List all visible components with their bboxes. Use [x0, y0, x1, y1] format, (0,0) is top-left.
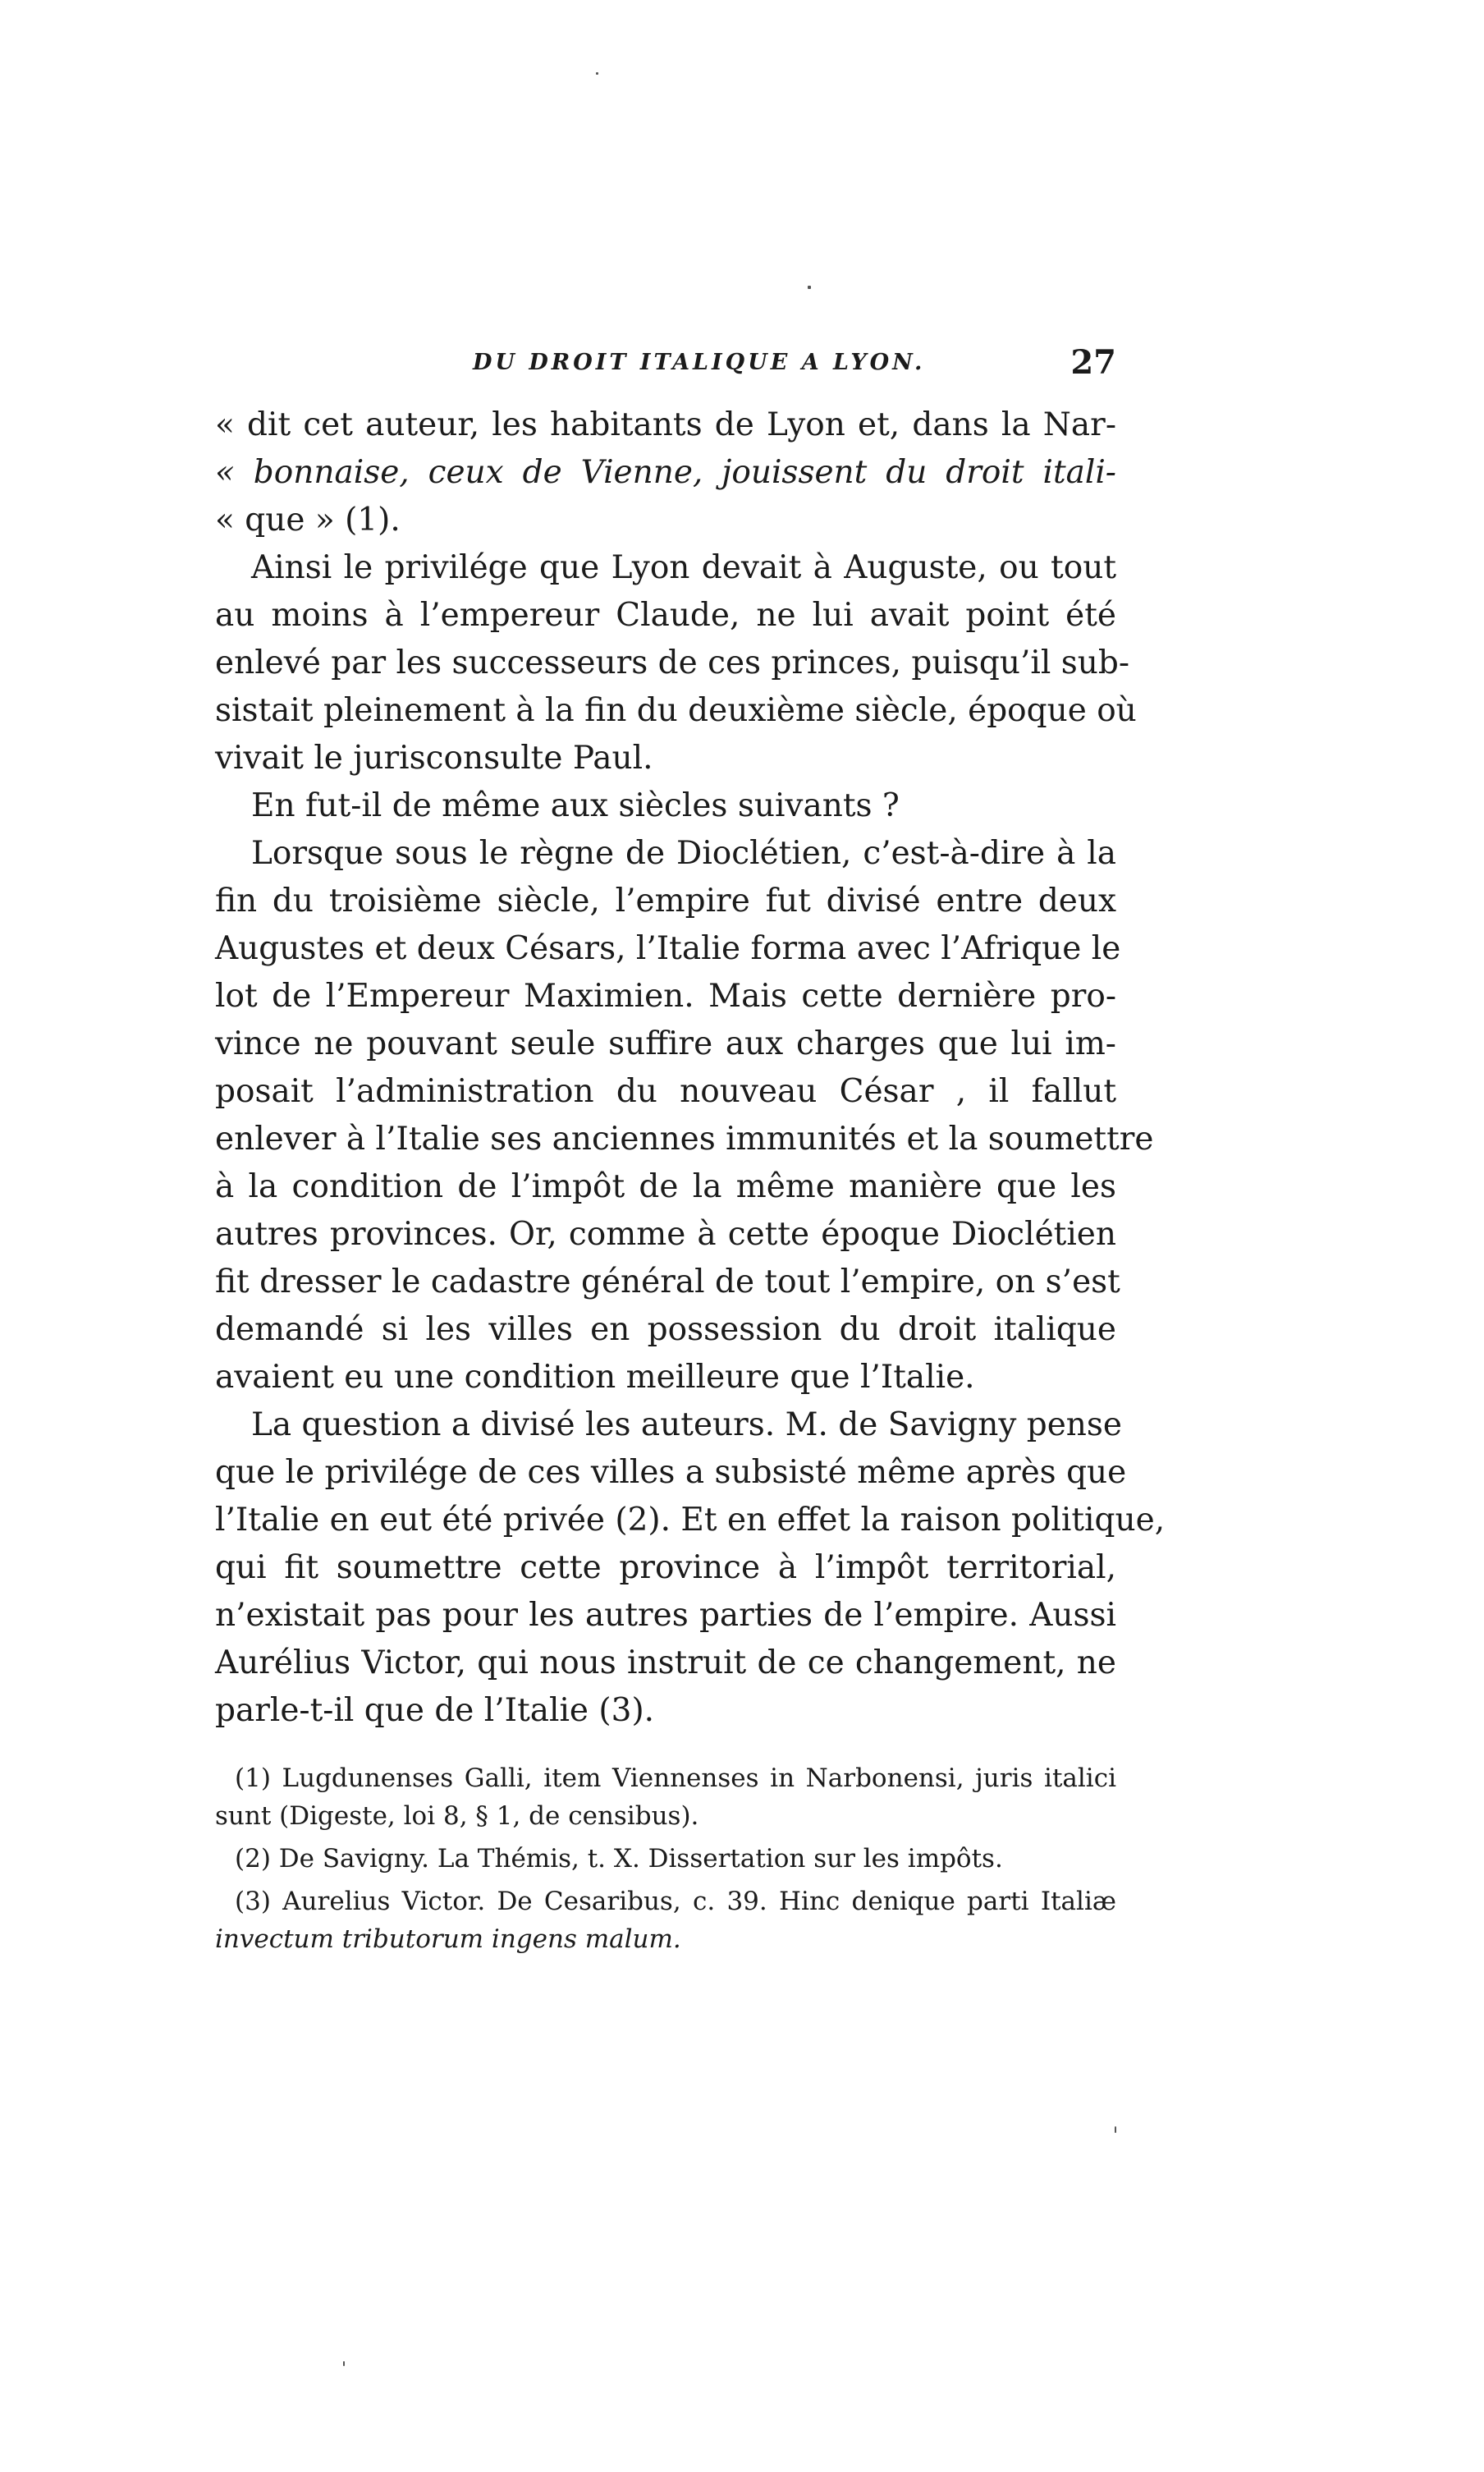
paper-speck [596, 72, 598, 75]
footnote-line: (3) Aurelius Victor. De Cesaribus, c. 39. Hinc denique parti Italiæ [235, 1887, 1116, 1916]
footnote-line: sunt (Digeste, loi 8, § 1, de censibus). [215, 1801, 699, 1831]
body-line: « dit cet auteur, les habitants de Lyon et, dans la Nar- [215, 406, 1116, 443]
body-line: Aurélius Victor, qui nous instruit de ce changement, ne [215, 1644, 1116, 1681]
body-line: que le privilége de ces villes a subsisté même après que [215, 1454, 1127, 1491]
paper-speck [808, 286, 811, 289]
body-line: vince ne pouvant seule suffire aux charges que lui im- [215, 1025, 1116, 1062]
body-line: En fut-il de même aux siècles suivants ? [251, 787, 900, 824]
body-line: Ainsi le privilége que Lyon devait à Auguste, ou tout [251, 549, 1116, 586]
paper-speck [1115, 2126, 1116, 2133]
body-line: Lorsque sous le règne de Dioclétien, c’est-à-dire à la [251, 835, 1116, 872]
body-line: enlever à l’Italie ses anciennes immunités et la soumettre [215, 1121, 1154, 1158]
body-line: n’existait pas pour les autres parties de l’empire. Aussi [215, 1597, 1116, 1634]
body-line: demandé si les villes en possession du droit italique [215, 1311, 1116, 1348]
body-line: enlevé par les successeurs de ces princes, puisqu’il sub- [215, 644, 1130, 681]
page-number: 27 [1070, 343, 1116, 382]
body-line: sistait pleinement à la fin du deuxième siècle, époque où [215, 692, 1137, 729]
paper-speck [343, 2361, 345, 2366]
body-line: avaient eu une condition meilleure que l’Italie. [215, 1359, 975, 1396]
running-head [215, 343, 1116, 392]
body-line: posait l’administration du nouveau César , il fallut [215, 1073, 1116, 1110]
body-line: qui fit soumettre cette province à l’impôt territorial, [215, 1549, 1116, 1586]
body-line: La question a divisé les auteurs. M. de Savigny pense [251, 1406, 1123, 1443]
footnote-line: invectum tributorum ingens malum. [215, 1924, 681, 1954]
body-line: « bonnaise, ceux de Vienne, jouissent du droit itali- [215, 454, 1116, 491]
body-line: l’Italie en eut été privée (2). Et en effet la raison politique, [215, 1502, 1166, 1539]
body-line: à la condition de l’impôt de la même manière que les [215, 1168, 1116, 1205]
body-line: fin du troisième siècle, l’empire fut divisé entre deux [215, 883, 1116, 920]
body-line: Augustes et deux Césars, l’Italie forma avec l’Afrique le [215, 930, 1121, 967]
body-line: fit dresser le cadastre général de tout l’empire, on s’est [215, 1264, 1120, 1300]
body-line: parle-t-il que de l’Italie (3). [215, 1692, 655, 1729]
footnote-line: (1) Lugdunenses Galli, item Viennenses in Narbonensi, juris italici [235, 1763, 1116, 1793]
running-title: DU DROIT ITALIQUE A LYON. [473, 350, 926, 375]
body-line: « que » (1). [215, 502, 401, 539]
footnote-line: (2) De Savigny. La Thémis, t. X. Dissertation sur les impôts. [235, 1844, 1003, 1873]
body-line: lot de l’Empereur Maximien. Mais cette dernière pro- [215, 978, 1116, 1015]
body-line: vivait le jurisconsulte Paul. [215, 740, 653, 777]
body-line: autres provinces. Or, comme à cette époque Dioclétien [215, 1216, 1116, 1253]
body-line: au moins à l’empereur Claude, ne lui avait point été [215, 597, 1116, 634]
